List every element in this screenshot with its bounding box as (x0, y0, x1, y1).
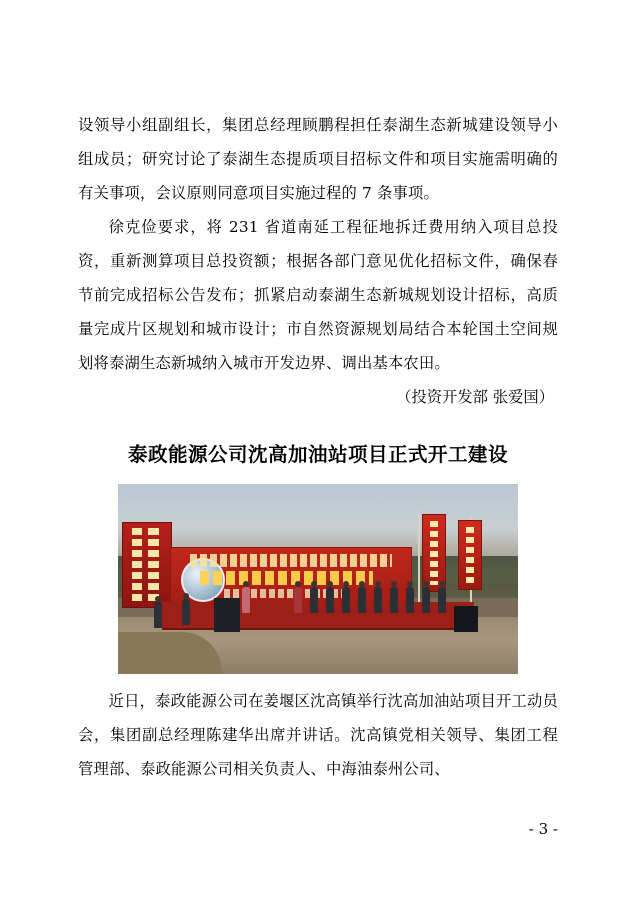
photo-person (154, 602, 162, 628)
photo-flag-pole-1 (418, 511, 420, 610)
paragraph-2: 徐克俭要求，将 231 省道南延工程征地拆迁费用纳入项目总投资，重新测算项目总投资额；根据各部门意见优化招标文件，确保春节前完成招标公告发布；抓紧启动泰湖生态新城规划设计招标，高质量完成片区规划和城市设计；市自然资源规划局结合本轮国土空间规划将泰湖生态新城纳入城市开发边界、调出基本农田。 (78, 218, 558, 372)
photo-person (182, 599, 190, 625)
photo-person (326, 587, 334, 613)
photo-person (310, 587, 318, 613)
paragraph-1: 设领导小组副组长，集团总经理顾鹏程担任泰湖生态新城建设领导小组成员；研究讨论了泰湖生态提质项目招标文件和项目实施需明确的有关事项，会议原则同意项目实施过程的 7 条事项。 (78, 116, 558, 202)
photo-left-banner (122, 522, 172, 608)
photo-person (374, 587, 382, 613)
photo-podium (214, 598, 240, 632)
photo-person (406, 587, 414, 613)
photo-person (342, 587, 350, 613)
article-title: 泰政能源公司沈高加油站项目正式开工建设 (127, 443, 508, 466)
photo-person (242, 587, 250, 613)
photo-person (390, 587, 398, 613)
paragraph-3: 近日，泰政能源公司在姜堰区沈高镇举行沈高加油站项目开工动员会，集团副总经理陈建华出席并讲话。沈高镇党相关领导、集团工程管理部、泰政能源公司相关负责人、中海油泰州公司、 (78, 692, 559, 778)
article-photo (118, 484, 518, 674)
backdrop-title-text (190, 554, 392, 567)
signature-line: （投资开发部 张爱国） (396, 388, 554, 406)
photo-person (438, 587, 446, 613)
photo-person (294, 587, 302, 613)
photo-person (422, 587, 430, 613)
photo-speaker-box (454, 606, 478, 632)
page-number: - 3 - (528, 820, 558, 838)
photo-person (358, 587, 366, 613)
photo-flag-2 (458, 520, 482, 590)
page-content (78, 108, 558, 786)
